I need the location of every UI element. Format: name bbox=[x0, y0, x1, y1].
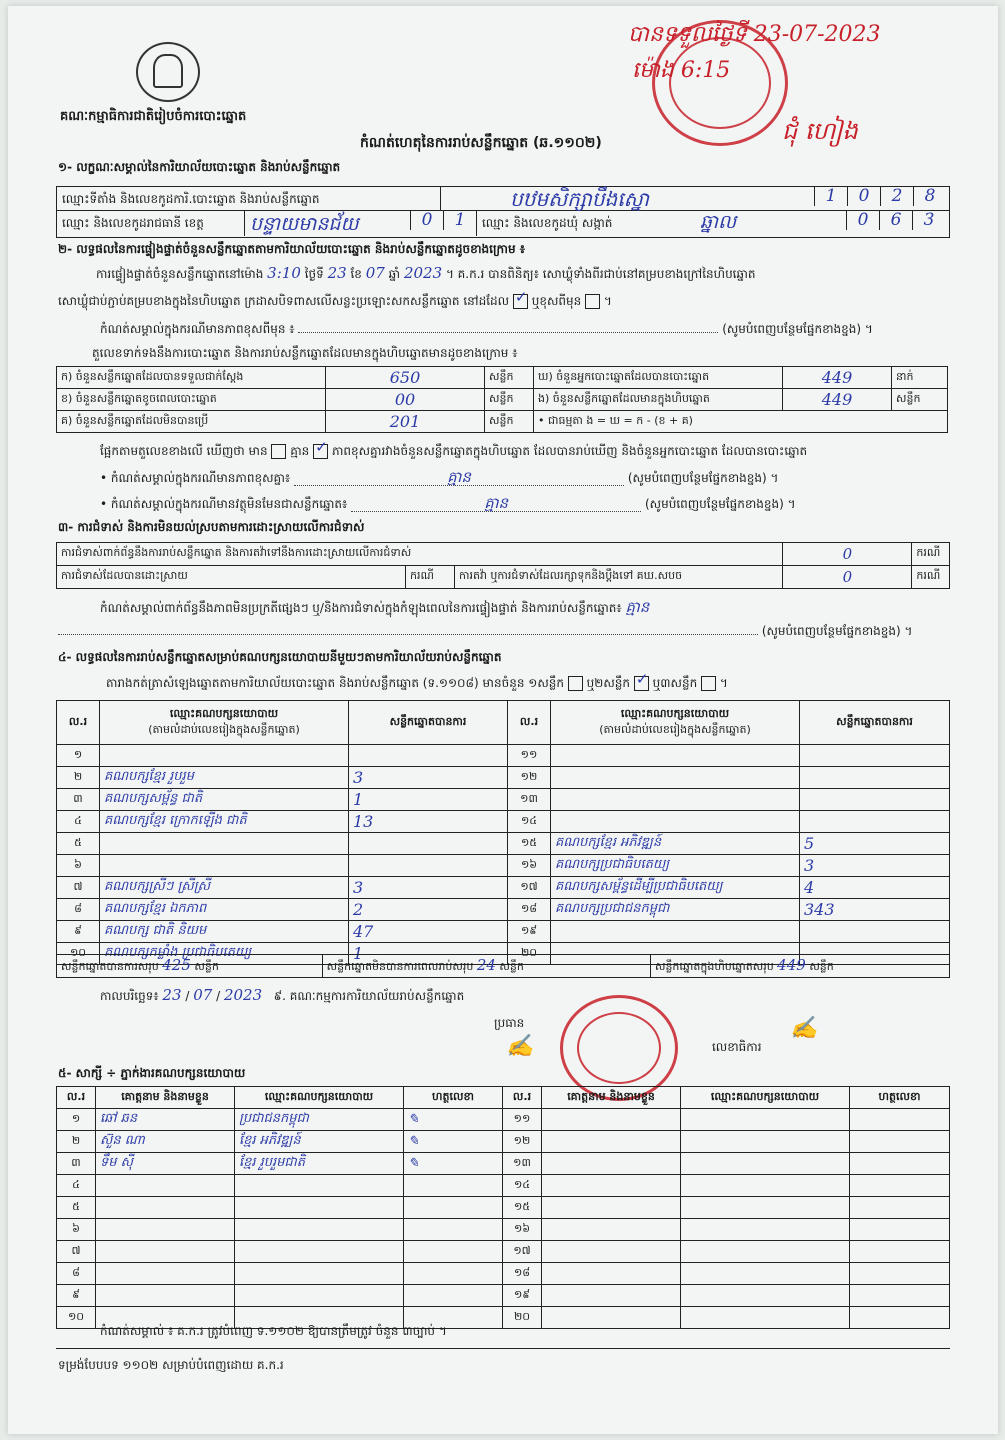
province-code: 0 1 bbox=[410, 210, 476, 236]
witness-row bbox=[57, 1241, 950, 1263]
party-row bbox=[57, 877, 950, 899]
witness-empty-cell bbox=[542, 1175, 681, 1197]
diff-remark: • កំណត់សម្គាល់ក្នុងករណីមានភាពខុសគ្នា៖ គ្មាន (សូមបំពេញបន្ថែមផ្នែកខាងខ្នង) ។ bbox=[100, 468, 779, 486]
witness-empty-cell bbox=[681, 1285, 850, 1307]
seal-line: សោឃ្លុំជាប់ភ្ជាប់គម្របខាងក្នុងនៃហិបឆ្នោត ក្រដាសបិទពាសលើសន្លះប្រឡោះសកសន្លឹកឆ្នោត នៅដដែល ✓ ឬខុសពីមុន ។ bbox=[58, 294, 612, 309]
party-row bbox=[57, 767, 950, 789]
party-party-cell: គណបក្សប្រជាធិបតេយ្យ bbox=[551, 855, 800, 877]
party-party-cell: គណបក្សខ្មែរ រួបរួម bbox=[100, 767, 349, 789]
foreign-object-remark: • កំណត់សម្គាល់ក្នុងករណីមានវត្ថុមិនមែនជាសន្លឹកឆ្នោត៖ គ្មាន (សូមបំពេញបន្ថែមផ្នែកខាងខ្នង) ។ bbox=[100, 494, 796, 512]
form-title: កំណត់ហេតុនៃការរាប់សន្លឹកឆ្នោត (ឆ.១១០២) bbox=[360, 135, 602, 151]
party-party-cell bbox=[100, 855, 349, 877]
changed-checkbox[interactable] bbox=[585, 294, 600, 309]
witness-empty-cell bbox=[542, 1219, 681, 1241]
party-party-cell bbox=[551, 811, 800, 833]
witness-empty-cell bbox=[542, 1307, 681, 1329]
witness-empty-cell bbox=[850, 1285, 950, 1307]
party-votes-cell bbox=[800, 811, 950, 833]
witness-row bbox=[57, 1109, 950, 1131]
irregularity-hint: (សូមបំពេញបន្ថែមផ្នែកខាងខ្នង) ។ bbox=[58, 624, 912, 638]
party-votes-cell: 343 bbox=[800, 899, 950, 921]
witness-sign-cell: ✎ bbox=[404, 1131, 503, 1153]
party-votes-cell bbox=[800, 921, 950, 943]
witness-empty-cell bbox=[681, 1175, 850, 1197]
party-votes-cell bbox=[800, 789, 950, 811]
three-sheet-checkbox[interactable] bbox=[701, 676, 716, 691]
witness-name-cell bbox=[96, 1263, 235, 1285]
section4-title: ៤- លទ្ធផលនៃការរាប់សន្លឹកឆ្នោតសម្រាប់គណបក្សនយោបាយនីមួយៗតាមការិយាល័យរាប់សន្លឹកឆ្នោត bbox=[58, 650, 502, 664]
witness-empty-cell bbox=[542, 1153, 681, 1175]
section2-title: ២- លទ្ធផលនៃការផ្ទៀងផ្ទាត់ចំនួនសន្លឹកឆ្នោតតាមការិយាល័យបោះឆ្នោត និងរាប់សន្លឹកឆ្នោតដូចខាងក្រោម ៖ bbox=[58, 242, 526, 256]
party-no-cell: ២ bbox=[57, 767, 100, 789]
witness-row bbox=[57, 1131, 950, 1153]
signing-date: កាលបរិច្ឆេទ៖ 23 / 07 / 2023 ៩. គណៈកម្មការការិយាល័យរាប់សន្លឹកឆ្នោត bbox=[100, 986, 465, 1004]
party-row bbox=[57, 833, 950, 855]
office-value: បឋមសិក្សាបឹងស្នោ bbox=[510, 187, 649, 211]
party-row bbox=[57, 921, 950, 943]
party-party-cell bbox=[551, 745, 800, 767]
witness-no-cell: ៧ bbox=[57, 1241, 96, 1263]
witness-no-cell: ១៨ bbox=[503, 1263, 542, 1285]
witness-no-cell: ១៧ bbox=[503, 1241, 542, 1263]
witness-party-cell bbox=[235, 1263, 404, 1285]
witness-no-cell: ៦ bbox=[57, 1219, 96, 1241]
witness-party-cell: ខ្មែរ រួបរួមជាតិ bbox=[235, 1153, 404, 1175]
commune-label: ឈ្មោះ និងលេខកូដឃុំ សង្កាត់ bbox=[482, 216, 613, 230]
witness-no-cell: ៤ bbox=[57, 1175, 96, 1197]
party-no-cell: ៣ bbox=[57, 789, 100, 811]
witness-name-cell bbox=[96, 1285, 235, 1307]
sheet-count-line: តារាងកត់ត្រាសំឡេងឆ្នោតតាមការិយាល័យបោះឆ្នោត និងរាប់សន្លឹកឆ្នោត (ទ.១១០៨) មានចំនួន ១សន្លឹក ឬ២សន្លឹក ✓ ឬ៣សន្លឹក ។ bbox=[106, 676, 728, 691]
party-no-cell: ១៩ bbox=[508, 921, 551, 943]
party-party-cell bbox=[551, 789, 800, 811]
party-votes-cell bbox=[800, 745, 950, 767]
nec-logo bbox=[136, 42, 200, 102]
party-no-cell: ៦ bbox=[57, 855, 100, 877]
party-no-cell: ១៨ bbox=[508, 899, 551, 921]
witness-name-cell: ទឹម ស៊ី bbox=[96, 1153, 235, 1175]
witness-no-cell: ២០ bbox=[503, 1307, 542, 1329]
form-footer: ទម្រង់បែបបទ ១១០២ សម្រាប់បំពេញដោយ គ.ក.រ bbox=[58, 1358, 284, 1372]
party-votes-cell bbox=[349, 833, 508, 855]
party-votes-cell bbox=[349, 745, 508, 767]
party-votes-cell: 1 bbox=[349, 789, 508, 811]
witness-sign-cell bbox=[404, 1197, 503, 1219]
no-diff-checkbox[interactable] bbox=[313, 444, 328, 459]
witness-empty-cell bbox=[850, 1153, 950, 1175]
section1-title: ១- លក្ខណៈសម្គាល់នៃការិយាល័យបោះឆ្នោត និងរាប់សន្លឹកឆ្នោត bbox=[58, 160, 341, 174]
witness-empty-cell bbox=[850, 1307, 950, 1329]
party-no-cell: ១៦ bbox=[508, 855, 551, 877]
witness-row bbox=[57, 1285, 950, 1307]
witness-party-cell bbox=[235, 1241, 404, 1263]
office-code: 1 0 2 8 bbox=[814, 186, 946, 210]
party-no-cell: ៨ bbox=[57, 899, 100, 921]
party-votes-cell: 4 bbox=[800, 877, 950, 899]
witness-empty-cell bbox=[681, 1109, 850, 1131]
received-date-note: បានទទួលថ្ងៃទី 23-07-2023 bbox=[628, 22, 881, 47]
committee-name: គណៈកម្មាធិការជាតិរៀបចំការបោះឆ្នោត bbox=[60, 109, 247, 124]
secretary-label: លេខាធិការ bbox=[712, 1040, 762, 1054]
witness-empty-cell bbox=[681, 1241, 850, 1263]
party-no-cell: ៤ bbox=[57, 811, 100, 833]
party-no-cell: ១៤ bbox=[508, 811, 551, 833]
witness-empty-cell bbox=[681, 1153, 850, 1175]
witness-no-cell: ១៩ bbox=[503, 1285, 542, 1307]
witness-no-cell: ១ bbox=[57, 1109, 96, 1131]
one-sheet-checkbox[interactable] bbox=[568, 676, 583, 691]
party-no-cell: ១៣ bbox=[508, 789, 551, 811]
party-votes-cell: 2 bbox=[349, 899, 508, 921]
ballot-count-table: ក) ចំនួនសន្លឹកឆ្នោតដែលបានទទួលជាក់ស្តែង 650 សន្លឹក ឃ) ចំនួនអ្នកបោះឆ្នោតដែលបានបោះឆ្នោត 449 នាក់ ខ) ចំនួនសន្លឹកឆ្នោតខូចពេលបោះឆ្នោត 00 សន្លឹក ង) ចំនួនសន្លឹកឆ្នោតដែលមានក្នុងហិបឆ្នោត 449 សន្លឹក គ) ចំនួនសន្លឹកឆ្នោតដែលមិនបានប្រើ 201 សន្លឹក • ជាធម្មតា ង = ឃ = ក - (ខ + គ) bbox=[56, 366, 948, 433]
witness-party-cell bbox=[235, 1285, 404, 1307]
witness-sign-cell bbox=[404, 1219, 503, 1241]
party-party-cell: គណបក្សខ្មែរ ឯកភាព bbox=[100, 899, 349, 921]
witness-empty-cell bbox=[542, 1263, 681, 1285]
witness-empty-cell bbox=[850, 1175, 950, 1197]
witness-party-cell: ខ្មែរ អភិវឌ្ឍន៍ bbox=[235, 1131, 404, 1153]
party-row bbox=[57, 745, 950, 767]
party-no-cell: ១៧ bbox=[508, 877, 551, 899]
witness-no-cell: ១៦ bbox=[503, 1219, 542, 1241]
witness-sign-cell: ✎ bbox=[404, 1153, 503, 1175]
party-party-cell: គណបក្សខ្មែរ អភិវឌ្ឍន៍ bbox=[551, 833, 800, 855]
witness-empty-cell bbox=[681, 1263, 850, 1285]
witness-name-cell: ឆៅ ឆន bbox=[96, 1109, 235, 1131]
witness-empty-cell bbox=[850, 1241, 950, 1263]
witness-no-cell: ៨ bbox=[57, 1263, 96, 1285]
witness-name-cell bbox=[96, 1241, 235, 1263]
party-no-cell: ១២ bbox=[508, 767, 551, 789]
witness-row bbox=[57, 1219, 950, 1241]
received-time-note: ម៉ោង 6:15 bbox=[632, 58, 731, 83]
witness-name-cell bbox=[96, 1197, 235, 1219]
party-results-table: ល.រ ឈ្មោះគណបក្សនយោបាយ (តាមលំដាប់លេខរៀងក្នុងសន្លឹកឆ្នោត) សន្លឹកឆ្នោតបានការ ល.រ ឈ្មោះគណបក្សនយោបាយ (តាមលំដាប់លេខរៀងក្នុងសន្លឹកឆ្នោត) សន្លឹកឆ្នោតបានការ ១ ១១ ២ គណបក្សខ្មែរ រួបរួម 3 ១២ ៣ គណបក្សសម្ព័ន្ធ ជាតិ 1 ១៣ ៤ គណបក្សខ្មែរ ក្រោកឡើង ជាតិ 13 ១៤ ៥ ១៥ គណបក្សខ្មែរ អភិវឌ្ឍន៍ 5 ៦ ១៦ គណបក្សប្រជាធិបតេយ្យ 3 ៧ គណបក្សស្រីៗ ស្រីស្រី 3 ១៧ គណបក្សសម្ព័ន្ធដើម្បីប្រជាធិបតេយ្យ 4 ៨ គណបក្សខ្មែរ ឯកភាព 2 ១៨ គណបក្សប្រជាជនកម្ពុជា 343 ៩ គណបក្ស ជាតិ និយម 47 ១៩ ១០ គណបក្សកម្លាំង ប្រជាធិបតេយ្យ 1 ២០ bbox=[56, 700, 950, 965]
witness-sign-cell bbox=[404, 1241, 503, 1263]
table-intro: តួលេខទាក់ទងនឹងការបោះឆ្នោត និងការរាប់សន្លឹកឆ្នោតដែលមានក្នុងហិបឆ្នោតមានដូចខាងក្រោម ៖ bbox=[92, 346, 518, 360]
party-votes-cell: 5 bbox=[800, 833, 950, 855]
two-sheet-checkbox[interactable] bbox=[634, 676, 649, 691]
witness-empty-cell bbox=[681, 1219, 850, 1241]
witness-no-cell: ១៤ bbox=[503, 1175, 542, 1197]
witness-party-cell: ប្រជាជនកម្ពុជា bbox=[235, 1109, 404, 1131]
section3-title: ៣- ការជំទាស់ និងការមិនយល់ស្របតាមការដោះស្រាយលើការជំទាស់ bbox=[58, 520, 365, 534]
witness-no-cell: ៣ bbox=[57, 1153, 96, 1175]
witness-name-cell bbox=[96, 1219, 235, 1241]
witness-row bbox=[57, 1263, 950, 1285]
party-party-cell: គណបក្សខ្មែរ ក្រោកឡើង ជាតិ bbox=[100, 811, 349, 833]
witness-empty-cell bbox=[681, 1197, 850, 1219]
witness-empty-cell bbox=[542, 1241, 681, 1263]
receiver-name: ជុំ ហៀង bbox=[782, 117, 858, 145]
witness-no-cell: ១៣ bbox=[503, 1153, 542, 1175]
witness-row bbox=[57, 1197, 950, 1219]
party-party-cell: គណបក្ស ជាតិ និយម bbox=[100, 921, 349, 943]
witness-name-cell: ស៊ួន ណា bbox=[96, 1131, 235, 1153]
secretary-signature: ✍ bbox=[790, 1016, 818, 1041]
irregularity-note: កំណត់សម្គាល់ពាក់ព័ន្ធនឹងភាពមិនប្រក្រតីផ្សេងៗ ឬ/និងការជំទាស់ក្នុងកំឡុងពេលនៃការផ្ទៀងផ្ទាត់ និងការរាប់សន្លឹកឆ្នោត៖ គ្មាន bbox=[100, 598, 650, 616]
province-label: ឈ្មោះ និងលេខកូដរាជធានី ខេត្ត bbox=[62, 216, 204, 230]
party-no-cell: ១៥ bbox=[508, 833, 551, 855]
witness-empty-cell bbox=[850, 1131, 950, 1153]
witness-no-cell: ៥ bbox=[57, 1197, 96, 1219]
witness-table: ល.រ គោត្តនាម និងនាមខ្លួន ឈ្មោះគណបក្សនយោបាយ ហត្ថលេខា ល.រ គោត្តនាម និងនាមខ្លួន ឈ្មោះគណបក្សនយោបាយ ហត្ថលេខា ១ ឆៅ ឆន ប្រជាជនកម្ពុជា ✎ ១១ ២ ស៊ួន ណា ខ្មែរ អភិវឌ្ឍន៍ ✎ ១២ ៣ ទឹម ស៊ី ខ្មែរ រួបរួមជាតិ ✎ ១៣ ៤ ១៤ ៥ ១៥ ៦ ១៦ ៧ ១៧ ៨ ១៨ ៩ ១៩ ១០ ២០ bbox=[56, 1086, 950, 1329]
witness-sign-cell bbox=[404, 1263, 503, 1285]
party-no-cell: ៥ bbox=[57, 833, 100, 855]
witness-empty-cell bbox=[850, 1263, 950, 1285]
party-no-cell: ១១ bbox=[508, 745, 551, 767]
party-votes-cell: 13 bbox=[349, 811, 508, 833]
unchanged-checkbox[interactable] bbox=[513, 294, 528, 309]
witness-no-cell: ១១ bbox=[503, 1109, 542, 1131]
party-row bbox=[57, 855, 950, 877]
commune-code: 0 6 3 bbox=[846, 210, 945, 236]
witness-empty-cell bbox=[542, 1197, 681, 1219]
witness-row bbox=[57, 1153, 950, 1175]
party-no-cell: ២០ bbox=[508, 943, 551, 965]
province-value: បន្ទាយមានជ័យ bbox=[250, 213, 359, 235]
party-no-cell: ១០ bbox=[57, 943, 100, 965]
witness-sign-cell bbox=[404, 1285, 503, 1307]
objection-table: ការជំទាស់ពាក់ព័ន្ធនឹងការរាប់សន្លឹកឆ្នោត និងការតវ៉ាទៅនឹងការដោះស្រាយលើការជំទាស់ 0 ករណី ការជំទាស់ដែលបានដោះស្រាយ ករណី ការតវ៉ា ឬការជំទាស់ដែលរក្សាទុកនិងប្តឹងទៅ គឃ.សបច 0 ករណី bbox=[56, 542, 950, 589]
party-votes-cell: 3 bbox=[349, 767, 508, 789]
party-votes-cell: 47 bbox=[349, 921, 508, 943]
party-party-cell: គណបក្សស្រីៗ ស្រីស្រី bbox=[100, 877, 349, 899]
witness-party-cell bbox=[235, 1197, 404, 1219]
party-votes-cell bbox=[800, 767, 950, 789]
witness-no-cell: ៩ bbox=[57, 1285, 96, 1307]
party-no-cell: ១ bbox=[57, 745, 100, 767]
chair-label: ប្រធាន bbox=[494, 1016, 525, 1030]
party-votes-cell: 3 bbox=[800, 855, 950, 877]
party-votes-cell bbox=[349, 855, 508, 877]
office-label: ឈ្មោះទីតាំង និងលេខកូដការិ.បោះឆ្នោត និងរាប់សន្លឹកឆ្នោត bbox=[62, 192, 320, 206]
party-no-cell: ៧ bbox=[57, 877, 100, 899]
party-party-cell: គណបក្សសម្ព័ន្ធដើម្បីប្រជាធិបតេយ្យ bbox=[551, 877, 800, 899]
witness-party-cell bbox=[235, 1219, 404, 1241]
party-party-cell bbox=[100, 745, 349, 767]
party-votes-cell: 1 bbox=[349, 943, 508, 965]
party-party-cell: គណបក្សប្រជាជនកម្ពុជា bbox=[551, 899, 800, 921]
witness-sign-cell: ✎ bbox=[404, 1109, 503, 1131]
witness-sign-cell bbox=[404, 1175, 503, 1197]
chair-signature: ✍ bbox=[506, 1034, 534, 1059]
witness-name-cell bbox=[96, 1175, 235, 1197]
party-party-cell: គណបក្សសម្ព័ន្ធ ជាតិ bbox=[100, 789, 349, 811]
party-row bbox=[57, 811, 950, 833]
party-party-cell: គណបក្សកម្លាំង ប្រជាធិបតេយ្យ bbox=[100, 943, 349, 965]
footnote: កំណត់សម្គាល់ ៖ គ.ក.រ ត្រូវបំពេញ ទ.១១០២ ឱ្យបានត្រឹមត្រូវ ចំនួន ៣ច្បាប់ ។ bbox=[100, 1324, 447, 1338]
party-votes-cell: 3 bbox=[349, 877, 508, 899]
witness-empty-cell bbox=[542, 1285, 681, 1307]
witness-empty-cell bbox=[542, 1109, 681, 1131]
witness-empty-cell bbox=[850, 1197, 950, 1219]
witness-empty-cell bbox=[681, 1307, 850, 1329]
party-no-cell: ៩ bbox=[57, 921, 100, 943]
witness-empty-cell bbox=[542, 1131, 681, 1153]
witness-no-cell: ១៥ bbox=[503, 1197, 542, 1219]
verify-line: ការផ្ទៀងផ្ទាត់ចំនួនសន្លឹកឆ្នោតនៅម៉ោង 3:10 ថ្ងៃទី 23 ខែ 07 ឆ្នាំ 2023 ។ គ.ក.រ បានពិនិត្យ៖ សោឃ្លុំទាំងពីរជាប់នៅគម្របខាងក្រៅនៃហិបឆ្នោត bbox=[96, 264, 756, 282]
witness-no-cell: ២ bbox=[57, 1131, 96, 1153]
party-row bbox=[57, 899, 950, 921]
witness-party-cell bbox=[235, 1175, 404, 1197]
party-row bbox=[57, 789, 950, 811]
party-party-cell bbox=[100, 833, 349, 855]
witness-no-cell: ១២ bbox=[503, 1131, 542, 1153]
witness-empty-cell bbox=[850, 1219, 950, 1241]
witness-row bbox=[57, 1175, 950, 1197]
witness-no-cell: ១០ bbox=[57, 1307, 96, 1329]
section5-title: ៥- សាក្សី ÷ ភ្នាក់ងារគណបក្សនយោបាយ bbox=[58, 1066, 246, 1080]
vote-totals-row: សន្លឹកឆ្នោតបានការសរុប 425 សន្លឹក សន្លឹកឆ្នោតមិនបានការពេលរាប់សរុប 24 សន្លឹក សន្លឹកឆ្នោតក្នុងហិបឆ្នោតសរុប 449 សន្លឹក bbox=[56, 954, 950, 978]
party-party-cell bbox=[551, 767, 800, 789]
has-diff-checkbox[interactable] bbox=[271, 444, 286, 459]
diff-note: កំណត់សម្គាល់ក្នុងករណីមានភាពខុសពីមុន ៖ (សូមបំពេញបន្ថែមផ្នែកខាងខ្នង) ។ bbox=[100, 322, 873, 336]
party-party-cell bbox=[551, 921, 800, 943]
difference-check: ផ្អែកតាមតួលេខខាងលើ ឃើញថា មាន គ្មាន ✓ ភាពខុសគ្នារវាងចំនួនសន្លឹកឆ្នោតក្នុងហិបឆ្នោត ដែលបានរាប់ឃើញ និងចំនួនអ្នកបោះឆ្នោត ដែលបានបោះឆ្នោត bbox=[100, 444, 807, 459]
witness-empty-cell bbox=[681, 1131, 850, 1153]
commune-value: ឆ្នាល bbox=[700, 211, 737, 233]
witness-empty-cell bbox=[850, 1109, 950, 1131]
